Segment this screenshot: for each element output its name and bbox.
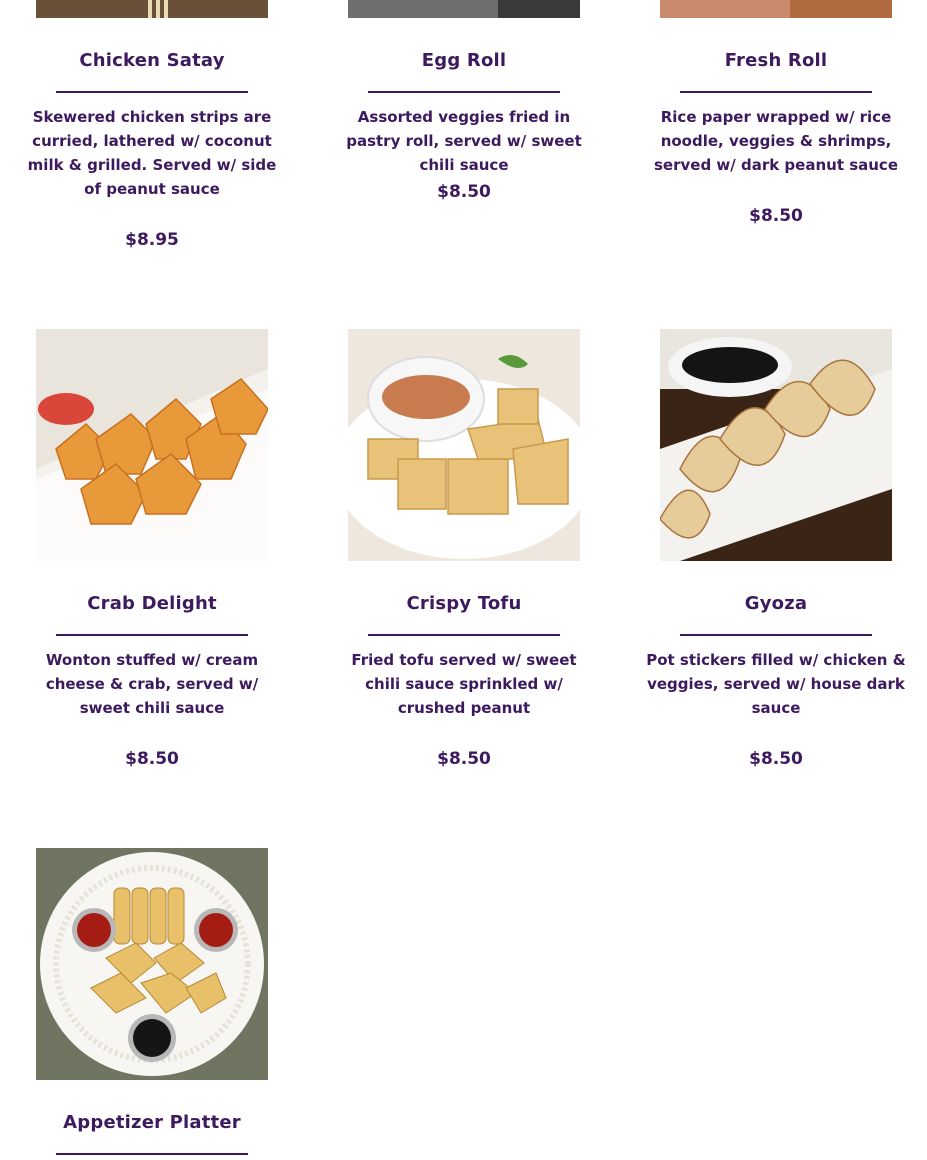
chicken-satay-photo [36,0,268,18]
item-title: Egg Roll [421,50,507,71]
item-title: Crispy Tofu [406,593,522,614]
item-title: Fresh Roll [724,50,828,71]
crispy-tofu-photo [348,329,580,561]
title-divider [680,91,872,93]
title-divider [680,634,872,636]
title-divider [368,91,560,93]
item-title: Appetizer Platter [63,1112,241,1133]
item-title: Chicken Satay [79,50,225,71]
item-description: Wonton stuffed w/ cream cheese & crab, served w/ sweet chili sauce [45,651,259,717]
item-description: Skewered chicken strips are curried, lathered w/ coconut milk & grilled. Served w/ side of peanut sauce [27,108,277,198]
item-title: Gyoza [744,593,808,614]
item-description: Fried tofu served w/ sweet chili sauce sprinkled w/ crushed peanut [351,651,577,717]
item-description: Rice paper wrapped w/ rice noodle, veggies & shrimps, served w/ dark peanut sauce [654,108,898,174]
title-divider [56,1153,248,1155]
item-price: $8.50 [749,206,803,226]
item-title: Crab Delight [87,593,217,614]
title-divider [56,91,248,93]
item-price: $8.50 [437,749,491,769]
appetizer-platter-photo [36,848,268,1080]
gyoza-photo [660,329,892,561]
item-description: Pot stickers filled w/ chicken & veggies, served w/ house dark sauce [646,651,906,717]
egg-roll-photo [348,0,580,18]
item-price: $8.50 [437,182,491,202]
item-price: $8.50 [749,749,803,769]
crab-delight-photo [36,329,268,561]
fresh-roll-photo [660,0,892,18]
title-divider [56,634,248,636]
item-description: Assorted veggies fried in pastry roll, served w/ sweet chili sauce [346,108,582,174]
item-price: $8.95 [125,230,179,250]
item-price: $8.50 [125,749,179,769]
title-divider [368,634,560,636]
